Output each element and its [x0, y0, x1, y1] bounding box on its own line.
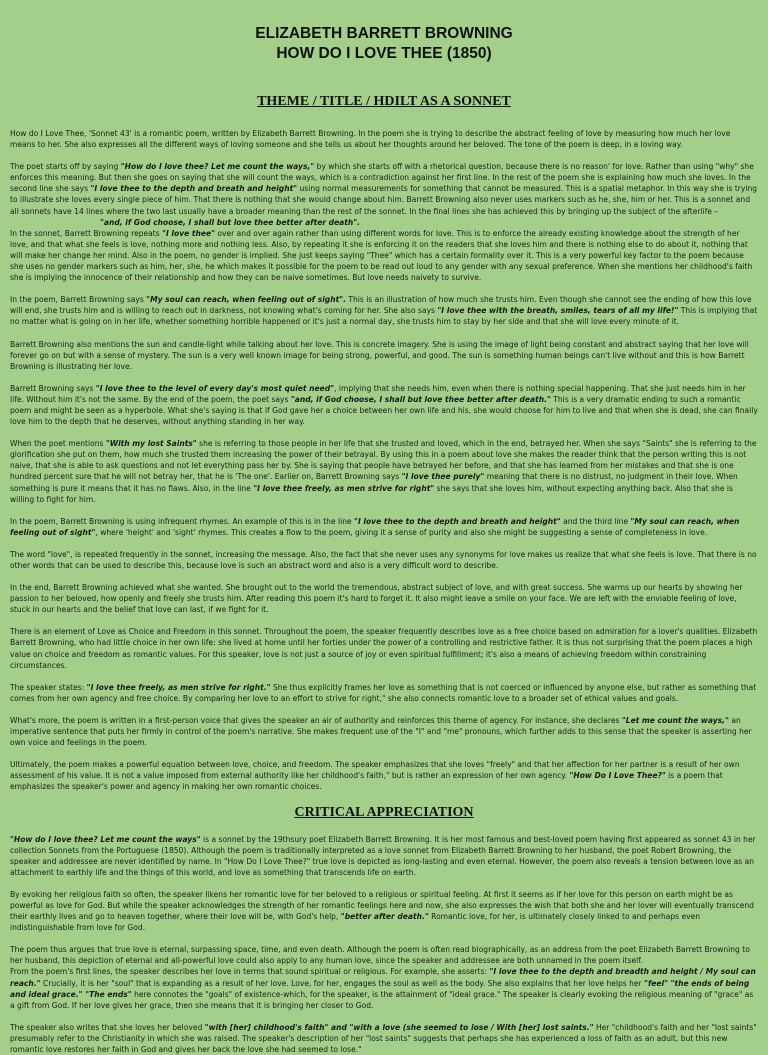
paragraph: When the poet mentions "With my lost Saints" she is referring to those people in her life that she trusted and loved, which in the end, betrayed her. When she says "Saints" she is referring to the glorification she put on them, how much she trusted them increasing the power of their betrayal. By using this in a poem about love she makes the reader think that the person writing this is not naive, that she is able to ask questions and not let everything pass her by. She is saying that people have betrayed her before, and that she has learned from her mistakes and that she is one hundred percent sure that he will not betray her, that he is 'The one'. Earlier on, Barrett Browning says "I love thee purely" meaning that there is no distrust, no judgment in their love. When something is pure it means that it has no flaws. Also, in the line "I love thee freely, as men strive for right" she says that she loves him, without expecting anything back. Also that she is willing to fight for him.: [10, 438, 758, 505]
quote: "feel" "the ends of being and ideal grace." "The ends": [10, 979, 749, 999]
quote: "How do I love thee? Let me count the ways,": [121, 162, 315, 171]
paragraph: There is an element of Love as Choice and Freedom in this sonnet. Throughout the poem, the speaker frequently describes love as a free choice based on admiration for a lover's qualities. Elizabeth Barrett Browning, who had little choice in her own life: she lived at home until her forties under the power of a controlling and restrictive father. It is thus not surprising that the poem places a high value on choice and freedom as romantic values. For this speaker, love is not just a source of joy or even spiritual fulfillment; it's also a means of achieving freedom within constraining circumstances.: [10, 626, 758, 670]
paragraph: In the poem, Barrett Browning is using infrequent rhymes. An example of this is in the line "I love thee to the depth and breath and height" and the third line "My soul can reach, when feeling out of sight", where 'height' and 'sight' rhymes. This creates a flow to the poem, giving it a sense of purity and also she might be suggesting a sense of completeness in love.: [10, 516, 758, 538]
quote: "My soul can reach, when feeling out of sight".: [146, 295, 346, 304]
quote: "I love thee to the depth and breadth and height / My soul can reach.": [10, 967, 756, 987]
title-line-poem: HOW DO I LOVE THEE (1850): [276, 45, 491, 62]
paragraph: Barrett Browning also mentions the sun and candle-light while talking about her love. This is concrete imagery. She is using the image of light being constant and abstract saying that her love will forever go on but with a sense of mystery. The sun is a very well known image for being strong, powerful, and good. The sun is something human beings can't live without and this is how Barrett Browning is illustrating her love.: [10, 339, 758, 372]
quote: "With my lost Saints": [106, 439, 197, 448]
paragraph: How do I Love Thee, 'Sonnet 43' is a romantic poem, written by Elizabeth Barrett Browning. In the poem she is trying to describe the abstract feeling of love by measuring how much her love means to her. She also expresses all the different ways of loving someone and she tells us about her thoughts around her beloved. The tone of the poem is deep, in a loving way.: [10, 128, 758, 150]
paragraph: Ultimately, the poem makes a powerful equation between love, choice, and freedom. The speaker emphasizes that she loves "freely" and that her affection for her partner is a result of her own assessment of his value. It is not a value imposed from external authority like her childhood's faith," but is rather an expression of her own agency. "How Do I Love Thee?" is a poem that emphasizes the speaker's power and agency in making her own romantic choices.: [10, 759, 758, 792]
section-heading-theme: THEME / TITLE / HDILT AS A SONNET: [10, 94, 758, 110]
quote: "with [her] childhood's faith" and "with a love (she seemed to lose / With [her] lost saints.": [205, 1023, 594, 1032]
quote: "I love thee to the level of every day's most quiet need": [96, 384, 334, 393]
paragraph: The speaker also writes that she loves her beloved "with [her] childhood's faith" and "with a love (she seemed to lose / With [her] lost saints." Her "childhood's faith and her "lost saints" presumably refer to the Christianity in which she was raised. The speaker's description of her "lost saints" suggests that perhaps she has experienced a loss of faith as an adult, but this new romantic love restores her faith in God and gives her back the love she had seemed to lose.": [10, 1022, 758, 1055]
paragraph: What's more, the poem is written in a first-person voice that gives the speaker an air of authority and reinforces this theme of agency. For instance, she declares "Let me count the ways," an imperative sentence that puts her firmly in control of the poem's narrative. She makes frequent use of the "I" and "me" pronouns, which further adds to this sense that the speaker is asserting her own voice and feelings in the poem.: [10, 715, 758, 748]
quote: "I love thee to the depth and breath and height": [90, 184, 297, 193]
quote: "How do I love thee? Let me count the ways": [10, 835, 201, 844]
paragraph: The poem thus argues that true love is eternal, surpassing space, time, and even death. Although the poem is often read biographically, as an address from the poet Elizabeth Barrett Browning to her husband, this depiction of eternal and all-powerful love could also apply to any human love, since the speaker and addressee are both unnamed in the poem itself. From the poem's first lines, the speaker describes her love in terms that sound spiritual or religious. For example, she asserts: "I love thee to the depth and breadth and height / My soul can reach." Crucially, it is her "soul" that is expanding as a result of her love. Love, for her, engages the soul as well as the body. She also explains that her love helps her "feel" "the ends of being and ideal grace." "The ends" here connotes the "goals" of existence-which, for the speaker, is the attainment of "ideal grace." The speaker is clearly evoking the religious meaning of "grace" as a gift from God. If her love gives her grace, then she means that it is bringing her closer to God.: [10, 944, 758, 1011]
paragraph: "How do I love thee? Let me count the ways" is a sonnet by the 19thsury poet Elizabeth Barrett Browning. It is her most famous and best-loved poem having first appeared as sonnet 43 in her collection Sonnets from the Portuguese (1850). Although the poem is traditionally interpreted as a love sonnet from Elizabeth Barrett Browning to her husband, the poet Robert Browning, the speaker and addressee are never identified by name. In "How Do I Love Thee?" true love is depicted as long-lasting and even eternal. However, the poem also reveals a tension between love as an attachment to earthly life and the things of this world, and love as something that transcends life on earth.: [10, 834, 758, 878]
paragraph: The poet starts off by saying "How do I love thee? Let me count the ways," by which she starts off with a rhetorical question, because there is no reason' for love. Rather than using "why" she enforces this meaning. But then she goes on saying that she will count the ways, which is a contradiction against her first line. In the rest of the poem she is explaining how much she loves. In the second line she says "I love thee to the depth and breath and height" using normal measurements for something that cannot be measured. This is a spatial metaphor. In this way she is trying to illustrate she loves every single piece of him. That there is nothing that she would change about him. Barrett Browning also never uses markers such as he, she, him or her. This is a sonnet and all sonnets have 14 lines where the two last usually have a broader meaning than the rest of the sonnet. In the final lines she has achieved this by bringing up the subject of the afterlife – "and, if God choose, I shall but love thee better after death". In the sonnet, Barrett Browning repeats "I love thee" over and over again rather than using different words for love. This is to enforce the already existing knowledge about the strength of her love, and that what she feels is love, nothing more and nothing less. Also, by repeating it she is enforcing it on the readers that she loves him and there is nothing else to do about it, nothing that will make her change her mind. Also in the poem, no gender is implied. She just keeps saying "Thee" which has a certain formality over it. This is a very powerful key factor to the poem because she uses no gender markers such as him, her, she, he which makes it possible for the poem to be read out loud to any gender with any sexual preference. When she mentions her childhood's faith she is implying the innocence of their relationship and how they can be naive sometimes. But love needs naivety to survive.: [10, 161, 758, 283]
section-critical: [10, 834, 758, 1055]
quote: "Let me count the ways,": [622, 716, 729, 725]
quote: "I love thee freely, as men strive for right.": [87, 683, 271, 692]
paragraph: In the end, Barrett Browning achieved what she wanted. She brought out to the world the tremendous, abstract subject of love, and with great success. She warms up our hearts by showing her passion to her beloved, how openly and freely she trusts him. After reading this poem it's hard to forget it. It also might leave a smile on your face. We are left with the enviable feeling of love, stuck in our hearts and the belief that love can last, if we fight for it.: [10, 582, 758, 615]
quote: "and, if God choose, I shall but love thee better after death".: [10, 217, 758, 228]
quote: "I love thee": [162, 229, 215, 238]
quote: "better after death.": [341, 912, 429, 921]
quote: "How Do I Love Thee?": [569, 771, 665, 780]
quote: "My soul can reach, when feeling out of sight": [10, 517, 739, 537]
quote: "I love thee freely, as men strive for right": [253, 484, 434, 493]
paragraph: Barrett Browning says "I love thee to the level of every day's most quiet need", implying that she needs him, even when there is nothing special happening. That she just needs him in her life. Without him it's not the same. By the end of the poem, the poet says "and, if God choose, I shall but love thee better after death." This is a very dramatic ending to such a romantic poem and might be seen as a hyperbole. What she's saying is that if God gave her a choice between her own life and his, she would choose for him to live and that when she is dead, she can finally love him to the depth that he deserves, without anything standing in her way.: [10, 383, 758, 427]
section-heading-critical: CRITICAL APPRECIATION: [10, 805, 758, 821]
paragraph: The speaker states: "I love thee freely, as men strive for right." She thus explicitly frames her love as something that is not coerced or influenced by anyone else, but rather as something that comes from her own agency and free choice. By comparing her love to an effort to strive for right," she also connects romantic love to a broader set of ethical values and goals.: [10, 682, 758, 704]
quote: "and, if God choose, I shall but love thee better after death.": [291, 395, 551, 404]
title-line-author: ELIZABETH BARRETT BROWNING: [255, 25, 512, 42]
paragraph: The word "love", is repeated frequently in the sonnet, increasing the message. Also, the fact that she never uses any synonyms for love makes us realize that what she feels is love. That there is no other words that can be used to describe this, because love is such an abstract word and also is a very difficult word to describe.: [10, 549, 758, 571]
document-title: [10, 24, 758, 64]
paragraph: By evoking her religious faith so often, the speaker likens her romantic love for her beloved to a religious or spiritual feeling. At first it seems as if her love for this person on earth might be as powerful as love for God. But while the speaker acknowledges the strength of her romantic feelings here and now, she also expresses the wish that both she and her lover will eventually transcend their earthly lives and go to heaven together, where their love will be, with God's help, "better after death." Romantic love, for her, is ultimately closely linked to and perhaps even indistinguishable from love for God.: [10, 889, 758, 933]
section-theme: [10, 128, 758, 793]
paragraph: In the poem, Barrett Browning says "My soul can reach, when feeling out of sight". This is an illustration of how much she trusts him. Even though she cannot see the ending of how this love will end, she trusts him and is willing to reach out in darkness, not knowing what's coming for her. She also says "I love thee with the breath, smiles, tears of all my life!" This is implying that no matter what is going on in her life, whether something horrible happened or it's just a normal day, she trusts him to stay by her side and that she will love every minute of it.: [10, 294, 758, 327]
quote: "I love thee to the depth and breath and height": [354, 517, 561, 526]
quote: "I love thee purely": [402, 472, 485, 481]
quote: "I love thee with the breath, smiles, tears of all my life!": [437, 306, 678, 315]
